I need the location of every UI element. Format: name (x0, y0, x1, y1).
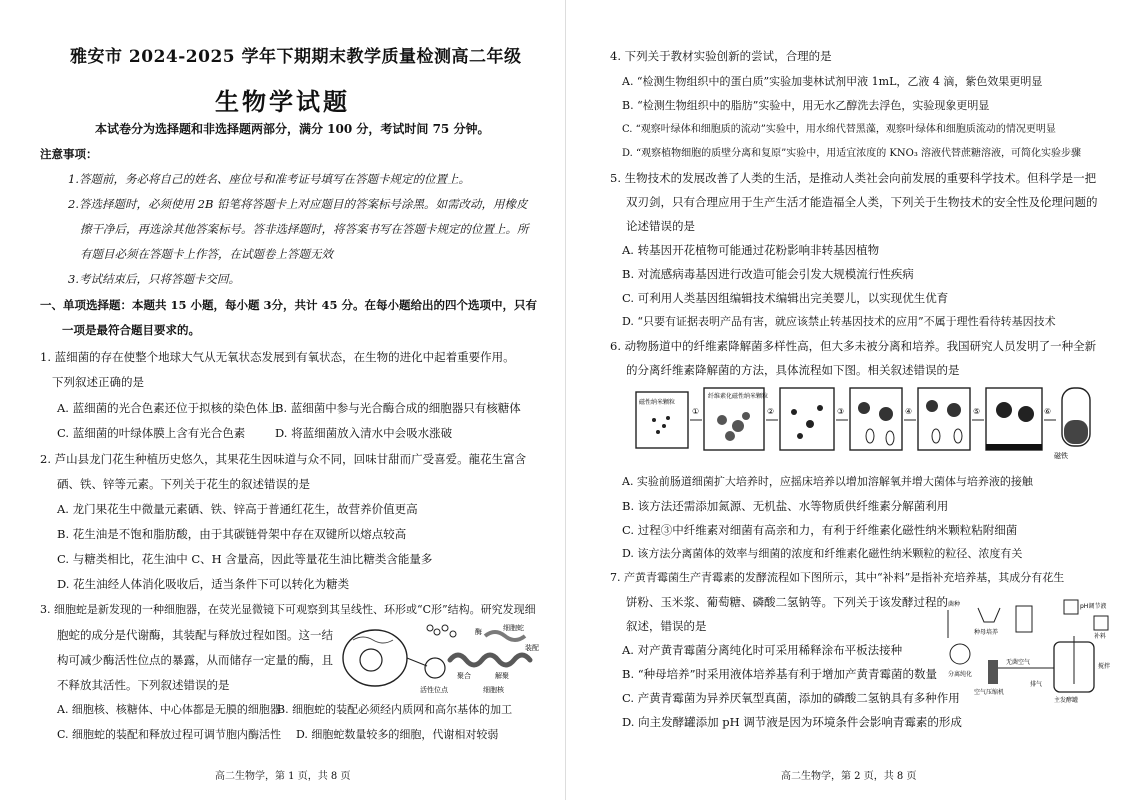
label-strain: 菌种 (948, 601, 961, 608)
q6-separation-flow-figure (634, 384, 1104, 460)
q1-stem: 1. 蓝细菌的存在使整个地球大气从无氧状态发展到有氧状态，在生物的进化中起着重要作用。 (40, 350, 515, 364)
label-magnet: 磁铁 (1054, 452, 1068, 460)
label-depolymerize: 解聚 (495, 672, 509, 680)
q2-option-a: A. 龙门果花生中微量元素硒、铁、锌高于普通红花生，故营养价值更高 (57, 502, 418, 516)
label-magnetic-nano: 磁性纳米颗粒 (639, 399, 676, 406)
label-main-tank: 主发酵罐 (1054, 697, 1079, 704)
assembled-snake (485, 632, 525, 640)
step-4: ④ (905, 407, 913, 416)
section-heading: 一、单项选择题：本题共 15 小题，每小题 3分，共计 45 分。在每小题给出的四个选项中，只有 (40, 298, 538, 312)
label-seed-culture: 种母培养 (974, 629, 999, 636)
flow-box-6 (986, 388, 1042, 450)
label-stir: 搅拌 (1098, 663, 1111, 670)
notice-item-3: 3.考试结束后，只将答题卡交回。 (68, 272, 240, 286)
cell-outline (343, 630, 407, 686)
enzyme-dots (427, 625, 456, 637)
q1-option-c: C. 蓝细菌的叶绿体膜上含有光合色素 (57, 426, 246, 440)
q3-stem-cont1: 胞蛇的成分是代谢酶，其装配与释放过程如图。这一结 (57, 628, 333, 642)
q7-stem: 7. 产黄青霉菌生产青霉素的发酵流程如下图所示，其中“补料”是指补充培养基，其成分有花生 (610, 571, 1065, 584)
section-heading-cont: 一项是最符合题目要求的。 (62, 323, 200, 337)
label-polymerize: 聚合 (457, 672, 471, 680)
notice-item-1: 1.答题前，务必将自己的姓名、座位号和准考证号填写在答题卡规定的位置上。 (68, 172, 470, 186)
subject-title: 生物学试题 (215, 87, 350, 116)
q7-option-c: C. 产黄青霉菌为异养厌氧型真菌，添加的磷酸二氢钠具有多种作用 (622, 691, 960, 705)
q6-stem-cont: 的分离纤维素降解菌的方法，具体流程如下图。相关叙述错误的是 (626, 363, 960, 377)
q2-option-b: B. 花生油是不饱和脂肪酸，由于其碳链骨架中存在双键所以熔点较高 (57, 527, 407, 541)
q4-option-b: B. “检测生物组织中的脂肪”实验中，用无水乙醇洗去浮色，实验现象更明显 (622, 99, 990, 112)
label-compressor: 空气压缩机 (974, 689, 1005, 696)
q3-option-b: B. 细胞蛇的装配必须经内质网和高尔基体的加工 (277, 703, 513, 716)
seed-tank (1016, 606, 1032, 632)
q1-option-b: B. 蓝细菌中参与光合酶合成的细胞器只有核糖体 (275, 401, 521, 415)
petri-dish (950, 644, 970, 664)
label-nucleus: 细胞核 (483, 686, 504, 694)
q7-fermentation-figure (944, 598, 1124, 708)
snake-in-cell (353, 637, 393, 643)
step-6: ⑥ (1044, 407, 1052, 416)
q3-option-d: D. 细胞蛇数量较多的细胞，代谢相对较弱 (296, 728, 499, 741)
label-active-site: 活性位点 (420, 686, 448, 694)
q7-stem-cont1: 饼粉、玉米浆、葡萄糖、磷酸二氢钠等。下列关于该发酵过程的 (626, 595, 948, 609)
q3-cell-snake-figure (335, 618, 550, 698)
step-3: ③ (837, 407, 845, 416)
q4-option-c: C. “观察叶绿体和细胞质的流动”实验中，用水绵代替黑藻，观察叶绿体和细胞质流动的情况更明显 (622, 124, 1056, 135)
q7-stem-cont2: 叙述，错误的是 (626, 619, 707, 633)
label-sterile-air: 无菌空气 (1006, 659, 1031, 666)
q2-option-d: D. 花生油经人体消化吸收后，适当条件下可以转化为糖类 (57, 577, 350, 591)
flow-box-5 (918, 388, 970, 450)
q2-stem: 2. 芦山县龙门花生种植历史悠久，其果花生因味道与众不同，回味甘甜而广受喜爱。龍花生富含 (40, 452, 527, 466)
label-ph: pH调节液 (1080, 603, 1107, 610)
enzyme-monomer (425, 658, 445, 678)
step-1: ① (692, 407, 700, 416)
q3-option-c: C. 细胞蛇的装配和释放过程可调节胞内酶活性 (57, 728, 282, 741)
notice-heading: 注意事项： (40, 147, 98, 161)
q4-option-d: D. “观察植物细胞的质壁分离和复原”实验中，用适宜浓度的 KNO₃ 溶液代替蔗糖溶液，可简化实验步骤 (622, 148, 1082, 159)
q4-option-a: A. “检测生物组织中的蛋白质”实验加斐林试剂甲液 1mL，乙液 4 滴，紫色效果更明显 (622, 75, 1043, 88)
q5-option-c: C. 可利用人类基因组编辑技术编辑出完美婴儿，以实现优生优育 (622, 291, 949, 305)
page-1 (0, 0, 565, 800)
label-assemble: 装配 (525, 644, 539, 652)
exam-intro: 本试卷分为选择题和非选择题两部分，满分 100 分，考试时间 75 分钟。 (95, 122, 490, 136)
notice-item-2-cont2: 有题目必须在答题卡上作答，在试题卷上答题无效 (80, 247, 333, 261)
q5-stem-cont2: 论述错误的是 (626, 219, 695, 233)
q2-stem-cont: 硒、铁、锌等元素。下列关于花生的叙述错误的是 (57, 477, 310, 491)
label-cellulose-nano: 纤维素化磁性纳米颗粒 (708, 393, 769, 400)
q2-option-c: C. 与糖类相比，花生油中 C、H 含量高，因此等量花生油比糖类含能量多 (57, 552, 433, 566)
flow-box-4 (850, 388, 902, 450)
q7-option-d: D. 向主发酵罐添加 pH 调节液是因为环境条件会影响青霉素的形成 (622, 715, 962, 729)
air-compressor (988, 660, 998, 684)
page-2 (566, 0, 1131, 800)
q6-stem: 6. 动物肠道中的纤维素降解菌多样性高，但大多未被分离和培养。我国研究人员发明了一种全新 (610, 339, 1097, 353)
label-isolation: 分离纯化 (948, 671, 973, 678)
step-2: ② (767, 407, 775, 416)
q3-stem-cont3: 不释放其活性。下列叙述错误的是 (57, 678, 230, 692)
q7-option-b: B. “种母培养”时采用液体培养基有利于增加产黄青霉菌的数量 (622, 667, 938, 681)
flask (978, 608, 1000, 622)
q5-option-d: D. “只要有证据表明产品有害，就应该禁止转基因技术的应用”不属于理性看待转基因技术 (622, 315, 1056, 328)
q6-option-a: A. 实验前肠道细菌扩大培养时，应摇床培养以增加溶解氧并增大菌体与培养液的接触 (622, 475, 1033, 488)
q5-stem-cont1: 双刃剑，只有合理应用于生产生活才能造福全人类，下列关于生物技术的安全性及伦理问题的 (626, 195, 1098, 209)
label-enzyme: 酶 (475, 628, 482, 636)
page-1-footer: 高二生物学，第 1 页，共 8 页 (215, 771, 351, 782)
ph-tank (1064, 600, 1078, 614)
notice-item-2: 2.答选择题时，必须使用 2B 铅笔将答题卡上对应题目的答案标号涂黑。如需改动，用橡皮 (68, 197, 528, 211)
q6-option-b: B. 该方法还需添加氮源、无机盐、水等物质供纤维素分解菌利用 (622, 499, 949, 513)
test-tube (1062, 388, 1090, 446)
q5-option-a: A. 转基因开花植物可能通过花粉影响非转基因植物 (622, 243, 880, 257)
feed-tank (1094, 616, 1108, 630)
page-2-footer: 高二生物学，第 2 页，共 8 页 (781, 771, 917, 782)
label-exhaust: 排气 (1030, 681, 1043, 688)
q3-option-a: A. 细胞核、核糖体、中心体都是无膜的细胞器 (57, 703, 281, 716)
q6-option-d: D. 该方法分离菌体的效率与细菌的浓度和纤维素化磁性纳米颗粒的粒径、浓度有关 (622, 547, 1023, 560)
q1-option-d: D. 将蓝细菌放入清水中会吸水涨破 (275, 426, 453, 440)
step-5: ⑤ (973, 407, 981, 416)
q1-stem-cont: 下列叙述正确的是 (52, 375, 144, 389)
notice-item-2-cont: 擦干净后，再选涂其他答案标号。答非选择题时，将答案书写在答题卡规定的位置上。所 (80, 222, 529, 236)
exam-title: 雅安市 2024-2025 学年下期期末教学质量检测高二年级 (70, 47, 522, 67)
q7-option-a: A. 对产黄青霉菌分离纯化时可采用稀释涂布平板法接种 (622, 643, 903, 657)
q5-stem: 5. 生物技术的发展改善了人类的生活，是推动人类社会向前发展的重要科学技术。但科学是一把 (610, 171, 1097, 185)
q1-option-a: A. 蓝细菌的光合色素还位于拟核的染色体上 (57, 401, 280, 415)
q4-stem: 4. 下列关于教材实验创新的尝试，合理的是 (610, 49, 832, 63)
q5-option-b: B. 对流感病毒基因进行改造可能会引发大规模流行性疾病 (622, 267, 914, 281)
label-cell-snake: 细胞蛇 (503, 624, 524, 632)
arrow-1 (407, 658, 427, 666)
nucleus-shape (360, 649, 382, 671)
label-feed: 补料 (1094, 633, 1107, 640)
q3-stem: 3. 细胞蛇是新发现的一种细胞器，在荧光显微镜下可观察到其呈线性、环形或“C形”结构。研究发现细 (40, 603, 536, 616)
polymer-chain (450, 655, 530, 665)
flow-box-3 (780, 388, 834, 450)
q6-option-c: C. 过程③中纤维素对细菌有高亲和力，有利于纤维素化磁性纳米颗粒粘附细菌 (622, 523, 1018, 537)
q3-stem-cont2: 构可减少酶活性位点的暴露，从而储存一定量的酶，且 (57, 653, 333, 667)
